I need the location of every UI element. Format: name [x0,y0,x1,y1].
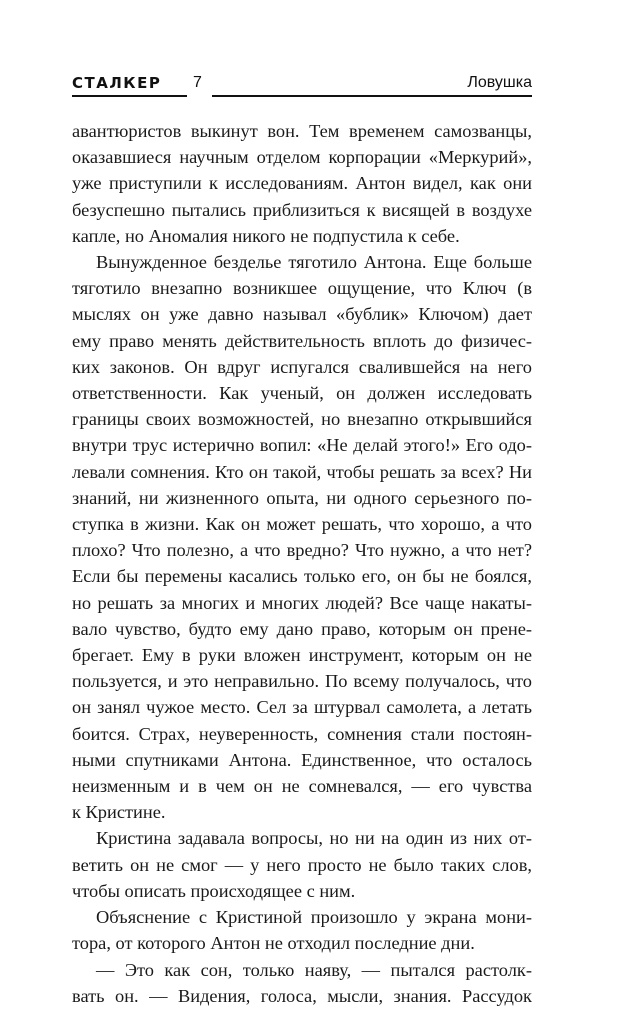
text-line: ными спутниками Антона. Единственное, что осталось [72,749,532,770]
text-line: Объяснение с Кристиной произошло у экрана мони- [96,907,532,928]
text-line: но решать за многих и многих людей? Все чаще накаты- [72,592,532,613]
text-line: он занял чужое место. Сел за штурвал самолета, а летать [72,697,532,718]
text-line: неизменным и в чем он не сомневался, — его чувства [72,776,532,797]
page-header [72,74,532,98]
text-line: оказавшиеся научным отделом корпорации «Меркурий», [72,147,532,168]
text-line: знаний, ни жизненного опыта, ни одного серьезного по- [72,487,532,508]
paragraph [72,118,532,249]
series-title: СТАЛКЕР [72,74,162,92]
text-line: пользуется, и это неправильно. По всему получалось, что [72,671,532,692]
header-rule-right [212,95,532,97]
text-line: уже приступили к исследованиям. Антон видел, как они [72,173,532,194]
text-line: брегает. Ему в руки вложен инструмент, которым он не [72,645,532,666]
text-line: внутри трус истерично вопил: «Не делай этого!» Его одо- [72,435,532,456]
text-line: левали сомнения. Кто он такой, чтобы решать за всех? Ни [72,461,532,482]
text-line: к Кристине. [72,802,166,823]
text-line: авантюристов выкинут вон. Тем временем самозванцы, [72,121,532,141]
paragraph [72,957,532,1009]
paragraph [72,825,532,904]
text-line: — Это как сон, только наяву, — пытался растолк- [96,959,532,980]
text-line: вало чувство, будто ему дано право, которым он прене- [72,618,532,639]
page-number: 7 [193,74,202,91]
text-line: ответственности. Как ученый, он должен исследовать [72,383,532,404]
text-line: мыслях он уже давно называл «бублик» Ключом) дает [72,304,532,325]
text-line: ких законов. Он вдруг испугался свалившейся на него [72,356,532,377]
text-line: Кристина задавала вопросы, но ни на один из них от- [96,828,532,849]
header-rule-left [72,95,187,97]
body-text [72,118,532,1009]
text-line: плохо? Что полезно, а что вредно? Что нужно, а что нет? [72,540,532,561]
chapter-title: Ловушка [467,74,532,91]
text-line: ступка в жизни. Как он может решать, что хорошо, а что [72,514,532,535]
text-line: ветить он не смог — у него просто не было таких слов, [72,854,532,875]
text-line: безуспешно пытались приблизиться к висящей в воздухе [72,199,532,220]
text-line: Если бы перемены касались только его, он бы не боялся, [72,566,532,587]
text-line: чтобы описать происходящее с ним. [72,880,356,901]
paragraph [72,904,532,956]
paragraph [72,249,532,825]
text-line: ему право менять действительность вплоть до физичес- [72,330,532,351]
text-line: тяготило внезапно возникшее ощущение, что Ключ (в [72,278,532,299]
text-line: вать он. — Видения, голоса, мысли, знания. Рассудок [72,985,532,1006]
text-line: Вынужденное безделье тяготило Антона. Еще больше [96,252,532,273]
text-line: тора, от которого Антон не отходил последние дни. [72,933,475,954]
text-line: границы своих возможностей, но внезапно открывшийся [72,409,532,430]
text-line: боится. Страх, неуверенность, сомнения стали постоян- [72,723,532,744]
text-line: капле, но Аномалия никого не подпустила к себе. [72,225,460,246]
